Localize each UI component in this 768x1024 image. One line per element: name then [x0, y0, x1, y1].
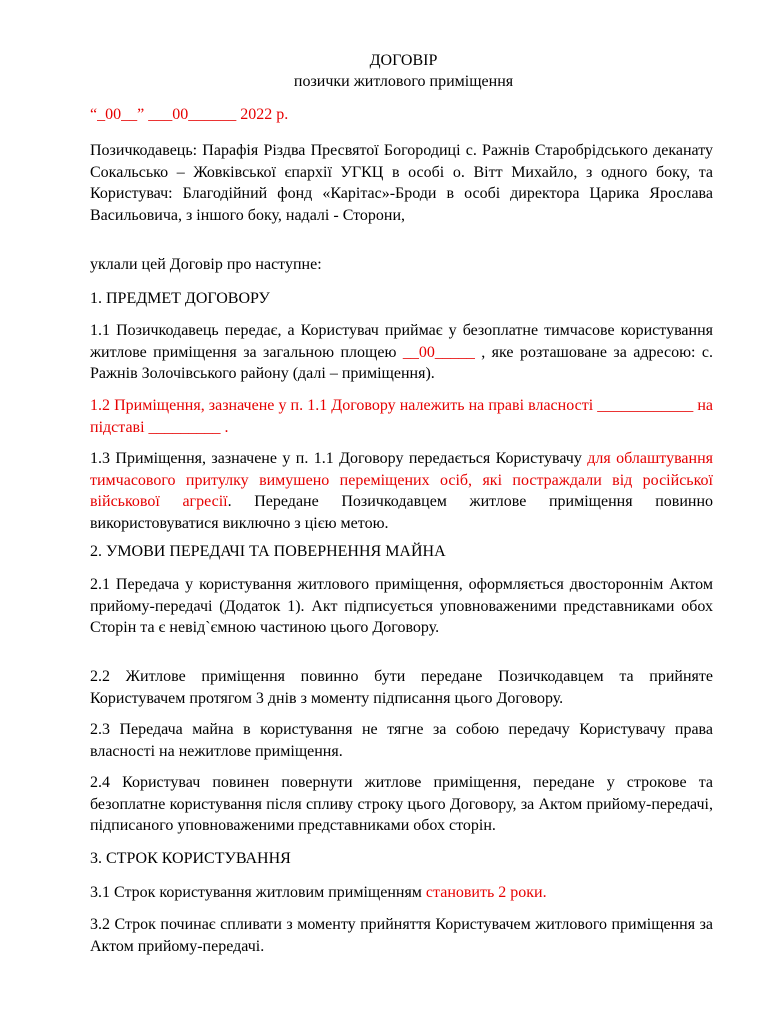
clause-1-3-purpose: для облаштування тимчасового притулку вимушено переміщених осіб, які постраждали від російської військової агресії — [90, 450, 713, 511]
section-2-heading: 2. УМОВИ ПЕРЕДАЧІ ТА ПОВЕРНЕННЯ МАЙНА — [90, 543, 446, 560]
clause-2-4: 2.4 Користувач повинен повернути житлове приміщення, передане у строкове та безоплатне користування після спливу строку цього Договору, за Актом прийому-передачі, підписаного уповноваженими представниками обох сторін. — [90, 774, 713, 835]
date-line: “_00__” ___00______ 2022 р. — [90, 106, 289, 123]
clause-1-1-text-b: , яке розташоване за адресою: с. Ражнів Золочівського району (далі – приміщення). — [90, 343, 714, 383]
parties-paragraph: Позичкодавець: Парафія Різдва Пресвятої Богородиці с. Ражнів Старобрідського деканату Сокальсько – Жовківської єпархії УГКЦ в особі о. Вітт Михайло, з одного боку, та Користувач: Благодійний фонд «Карітас»-Броди в особі директора Царика Ярослава Васильовича, з іншого боку, надалі - Сторони, — [90, 142, 713, 225]
clause-1-3-text-a: 1.3 Приміщення, зазначене у п. 1.1 Договору передається Користувачу — [90, 450, 588, 467]
clause-3-1-text: 3.1 Строк користування житловим приміщенням — [90, 884, 426, 901]
clause-1-1 — [90, 320, 713, 385]
clause-1-3-text-b: . Передане Позичкодавцем житлове приміщення повинно використовуватися виключно з цією метою. — [90, 493, 713, 533]
clause-3-2: 3.2 Строк починає спливати з моменту прийняття Користувачем житлового приміщення за Актом прийому-передачі. — [90, 916, 713, 955]
clause-1-1-area: __00_____ — [402, 343, 475, 361]
clause-2-2: 2.2 Житлове приміщення повинно бути передане Позичкодавцем та прийняте Користувачем протягом 3 днів з моменту підписання цього Договору. — [90, 668, 713, 707]
document-title: ДОГОВІР — [369, 52, 438, 69]
document-subtitle: позички житлового приміщення — [293, 73, 514, 90]
clause-1-3 — [90, 448, 713, 535]
clause-1-1-text-a: 1.1 Позичкодавець передає, а Користувач приймає у безоплатне тимчасове користування житлове приміщення за загальною площею — [90, 322, 713, 361]
clause-1-2: 1.2 Приміщення, зазначене у п. 1.1 Договору належить на праві власності ____________ на підставі _________ . — [90, 397, 713, 436]
clause-2-3: 2.3 Передача майна в користування не тягне за собою передачу Користувачу права власності на нежитлове приміщення. — [90, 721, 713, 760]
clause-3-1-term: становить 2 роки. — [425, 884, 547, 901]
clause-3-1 — [90, 882, 713, 904]
section-3-heading: 3. СТРОК КОРИСТУВАННЯ — [90, 850, 291, 867]
agreement-intro: уклали цей Договір про наступне: — [90, 256, 322, 273]
clause-2-1: 2.1 Передача у користування житлового приміщення, оформляється двостороннім Актом прийому-передачі (Додаток 1). Акт підписується уповноваженими представниками обох Сторін та є невід`ємною частиною цього Договору. — [90, 576, 713, 637]
section-1-heading: 1. ПРЕДМЕТ ДОГОВОРУ — [90, 290, 270, 307]
